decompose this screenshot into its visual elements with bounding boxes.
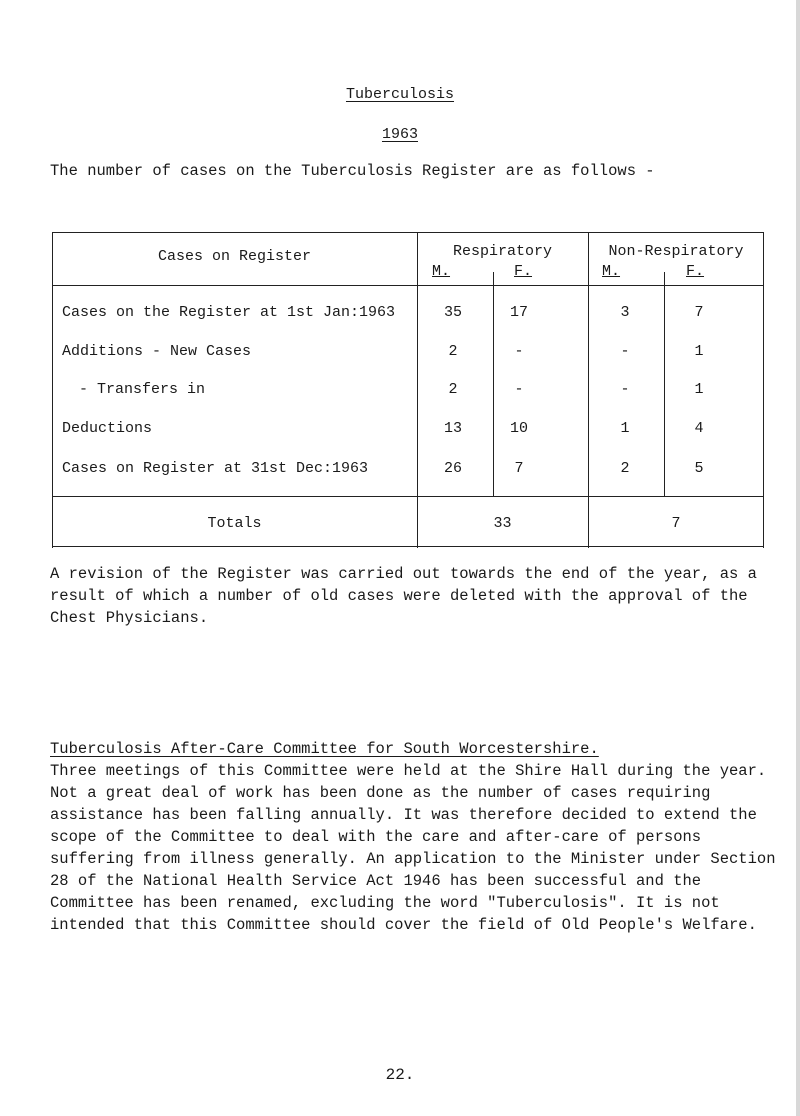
row-label: Cases on the Register at 1st Jan:1963: [62, 304, 396, 321]
col-header-non-respiratory: Non-Respiratory: [608, 243, 744, 260]
cell-nonresp-male: 2: [620, 460, 630, 477]
col-header-resp-female: F.: [514, 263, 533, 280]
col-rule-resp-mf: [493, 272, 494, 496]
revision-paragraph: A revision of the Register was carried out towards the end of the year, as a result of which a number of old cases were deleted with the approval of the Chest Physicians.: [50, 565, 767, 627]
col-header-resp-male: M.: [432, 263, 451, 280]
after-care-text: Three meetings of this Committee were held at the Shire Hall during the year. Not a great deal of work has been done as the number of cases requiring assistance has been falling annually. It was therefore decided to extend the scope of the Committee to deal with the care and after-care of persons suffering from illness generally. An application to the Minister under Section 28 of the National Health Service Act 1946 has been successful and the Committee has been renamed, excluding the word "Tuberculosis". It is not intended that this Committee should cover the field of Old People's Welfare.: [50, 762, 785, 934]
after-care-section: [50, 738, 790, 936]
cell-nonresp-male: 3: [620, 304, 630, 321]
table-left-rule: [52, 232, 53, 548]
cell-nonresp-male: -: [620, 381, 630, 398]
col-rule-non-respiratory: [588, 232, 589, 548]
cell-resp-male: 26: [443, 460, 462, 477]
cell-resp-female: -: [514, 343, 524, 360]
cell-resp-male: 35: [443, 304, 462, 321]
year-heading: 1963: [381, 126, 418, 143]
after-care-heading: Tuberculosis After-Care Committee for South Worcestershire.: [50, 740, 599, 758]
row-label: Deductions: [62, 420, 153, 437]
register-table: [52, 232, 764, 548]
page-title: Tuberculosis: [345, 86, 455, 103]
table-right-rule: [763, 232, 764, 548]
col-header-respiratory: Respiratory: [452, 243, 553, 260]
cell-nonresp-male: 1: [620, 420, 630, 437]
col-header-nonresp-male: M.: [602, 263, 621, 280]
cell-nonresp-female: 1: [694, 343, 704, 360]
cell-nonresp-male: -: [620, 343, 630, 360]
col-header-nonresp-female: F.: [686, 263, 705, 280]
totals-rule: [52, 496, 764, 497]
total-respiratory: 33: [493, 515, 512, 532]
col-rule-nonresp-mf: [664, 272, 665, 496]
cell-resp-female: 17: [509, 304, 528, 321]
cell-nonresp-female: 4: [694, 420, 704, 437]
col-header-cases: Cases on Register: [157, 248, 312, 265]
cell-nonresp-female: 5: [694, 460, 704, 477]
total-non-respiratory: 7: [671, 515, 681, 532]
row-label: Additions - New Cases: [62, 343, 252, 360]
header-rule: [52, 285, 764, 286]
page-edge-shadow: [796, 0, 800, 1116]
cell-resp-male: 13: [443, 420, 462, 437]
table-top-rule: [52, 232, 764, 233]
cell-resp-female: -: [514, 381, 524, 398]
totals-label: Totals: [207, 515, 262, 532]
intro-text: The number of cases on the Tuberculosis Register are as follows -: [50, 162, 655, 180]
table-bottom-rule: [52, 546, 764, 547]
cell-nonresp-female: 1: [694, 381, 704, 398]
cell-resp-male: 2: [448, 381, 458, 398]
col-rule-respiratory: [417, 232, 418, 548]
cell-nonresp-female: 7: [694, 304, 704, 321]
cell-resp-female: 10: [509, 420, 528, 437]
row-label: Cases on Register at 31st Dec:1963: [62, 460, 369, 477]
cell-resp-female: 7: [514, 460, 524, 477]
cell-resp-male: 2: [448, 343, 458, 360]
page-number: 22.: [385, 1066, 415, 1084]
row-label: - Transfers in: [79, 381, 206, 398]
